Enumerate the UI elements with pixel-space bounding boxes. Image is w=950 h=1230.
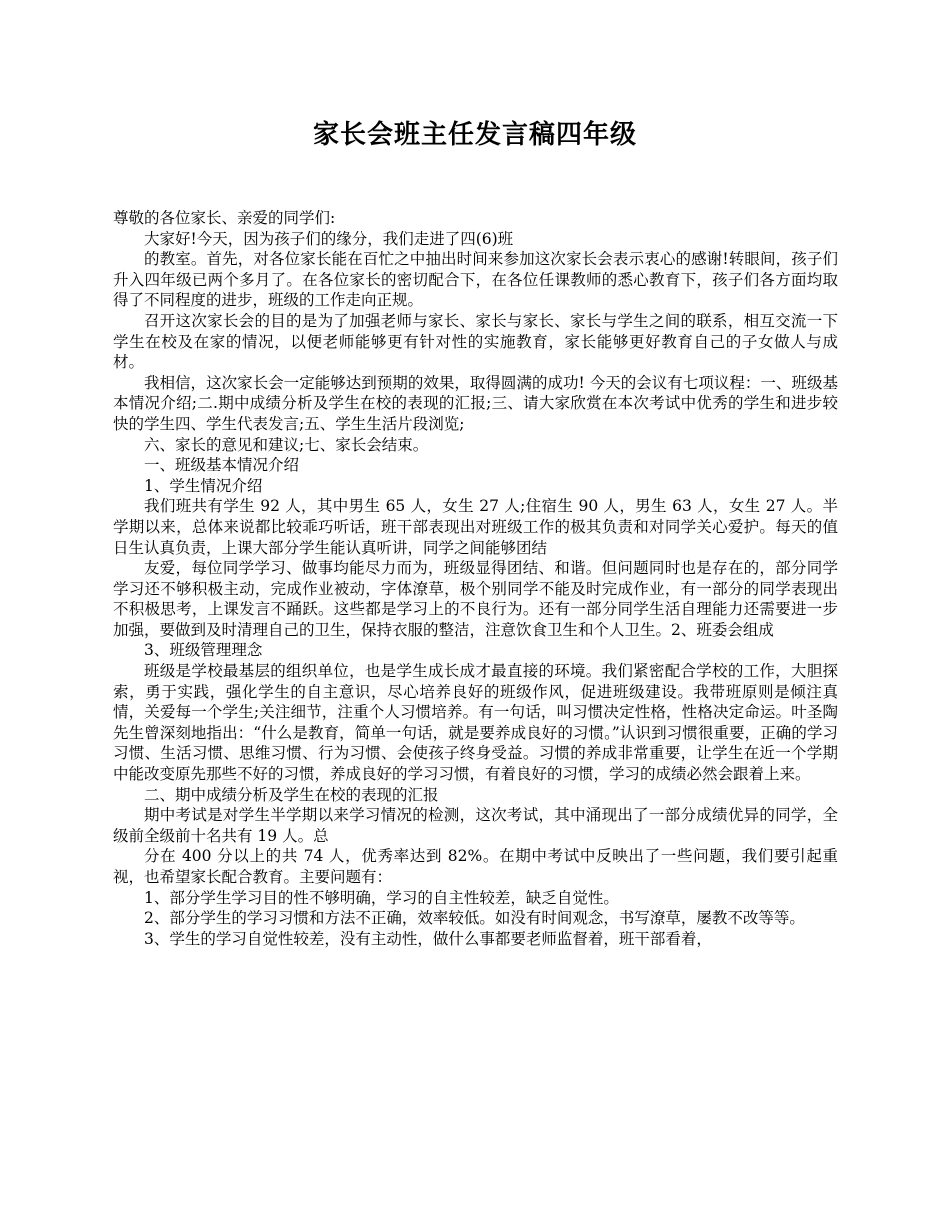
document-body [113,208,838,949]
list-item: 3、学生的学习自觉性较差，没有主动性，做什么事都要老师监督着，班干部看着， [144,929,712,948]
subsection-heading: 3、班级管理理念 [144,641,263,660]
paragraph: 班级是学校最基层的组织单位，也是学生成长成才最直接的环境。我们紧密配合学校的工作，大胆探索，勇于实践，强化学生的自主意识，尽心培养良好的班级作风，促进班级建设。我带班原则是倾注真情，关爱每一个学生;关注细节，注重个人习惯培养。有一句话，叫习惯决定性格，性格决定命运。叶圣陶先生曾深刻地指出：“什么是教育，简单一句话，就是要养成良好的习惯。”认识到习惯很重要，正确的学习习惯、生活习惯、思维习惯、行为习惯、会使孩子终身受益。习惯的养成非常重要，让学生在近一个学期中能改变原先那些不好的习惯，养成良好的学习习惯，有着良好的习惯，学习的成绩必然会跟着上来。 [113,662,838,784]
paragraph: 尊敬的各位家长、亲爱的同学们: [113,209,336,227]
subsection-heading: 1、学生情况介绍 [144,476,263,495]
list-item: 2、部分学生的学习习惯和方法不正确，效率较低。如没有时间观念，书写潦草，屡教不改等等。 [144,909,805,928]
paragraph: 我们班共有学生 92 人，其中男生 65 人，女生 27 人;住宿生 90 人，男生 63 人，女生 27 人。半学期以来，总体来说都比较乖巧听话，班干部表现出对班级工作的极其负责和对同学关心爱护。每天的值日生认真负责，上课大部分学生能认真听讲，同学之间能够团结 [113,497,838,557]
paragraph: 大家好!今天，因为孩子们的缘分，我们走进了四(6)班 [144,229,514,248]
paragraph: 分在 400 分以上的共 74 人，优秀率达到 82%。在期中考试中反映出了一些问题，我们要引起重视，也希望家长配合教育。主要问题有： [113,847,838,886]
section-heading: 二、期中成绩分析及学生在校的表现的汇报 [144,785,439,804]
paragraph: 我相信，这次家长会一定能够达到预期的效果，取得圆满的成功! 今天的会议有七项议程：一、班级基本情况介绍;二.期中成绩分析及学生在校的表现的汇报;三、请大家欣赏在本次考试中优秀的学生和进步较快的学生四、学生代表发言;五、学生生活片段浏览; [113,373,838,433]
paragraph: 的教室。首先，对各位家长能在百忙之中抽出时间来参加这次家长会表示衷心的感谢!转眼间，孩子们升入四年级已两个多月了。在各位家长的密切配合下，在各位任课教师的悉心教育下，孩子们各方面均取得了不同程度的进步，班级的工作走向正规。 [113,250,838,310]
list-item: 1、部分学生学习目的性不够明确，学习的自主性较差，缺乏自觉性。 [144,888,619,907]
section-heading: 一、班级基本情况介绍 [144,456,300,475]
paragraph: 友爱，每位同学学习、做事均能尽力而为，班级显得团结、和谐。但问题同时也是存在的，部分同学学习还不够积极主动，完成作业被动，字体潦草，极个别同学不能及时完成作业，有一部分的同学表现出不积极思考，上课发言不踊跃。这些都是学习上的不良行为。还有一部分同学生活自理能力还需要进一步加强，要做到及时清理自己的卫生，保持衣服的整洁，注意饮食卫生和个人卫生。2、班委会组成 [113,559,838,639]
paragraph: 召开这次家长会的目的是为了加强老师与家长、家长与家长、家长与学生之间的联系，相互交流一下学生在校及在家的情况，以便老师能够更有针对性的实施教育，家长能够更好教育自己的子女做人与成材。 [113,311,838,372]
paragraph: 六、家长的意见和建议;七、家长会结束。 [144,435,429,454]
paragraph: 期中考试是对学生半学期以来学习情况的检测，这次考试，其中涌现出了一部分成绩优异的同学，全级前全级前十名共有 19 人。总 [113,806,838,845]
document-title: 家长会班主任发言稿四年级 [312,120,637,150]
